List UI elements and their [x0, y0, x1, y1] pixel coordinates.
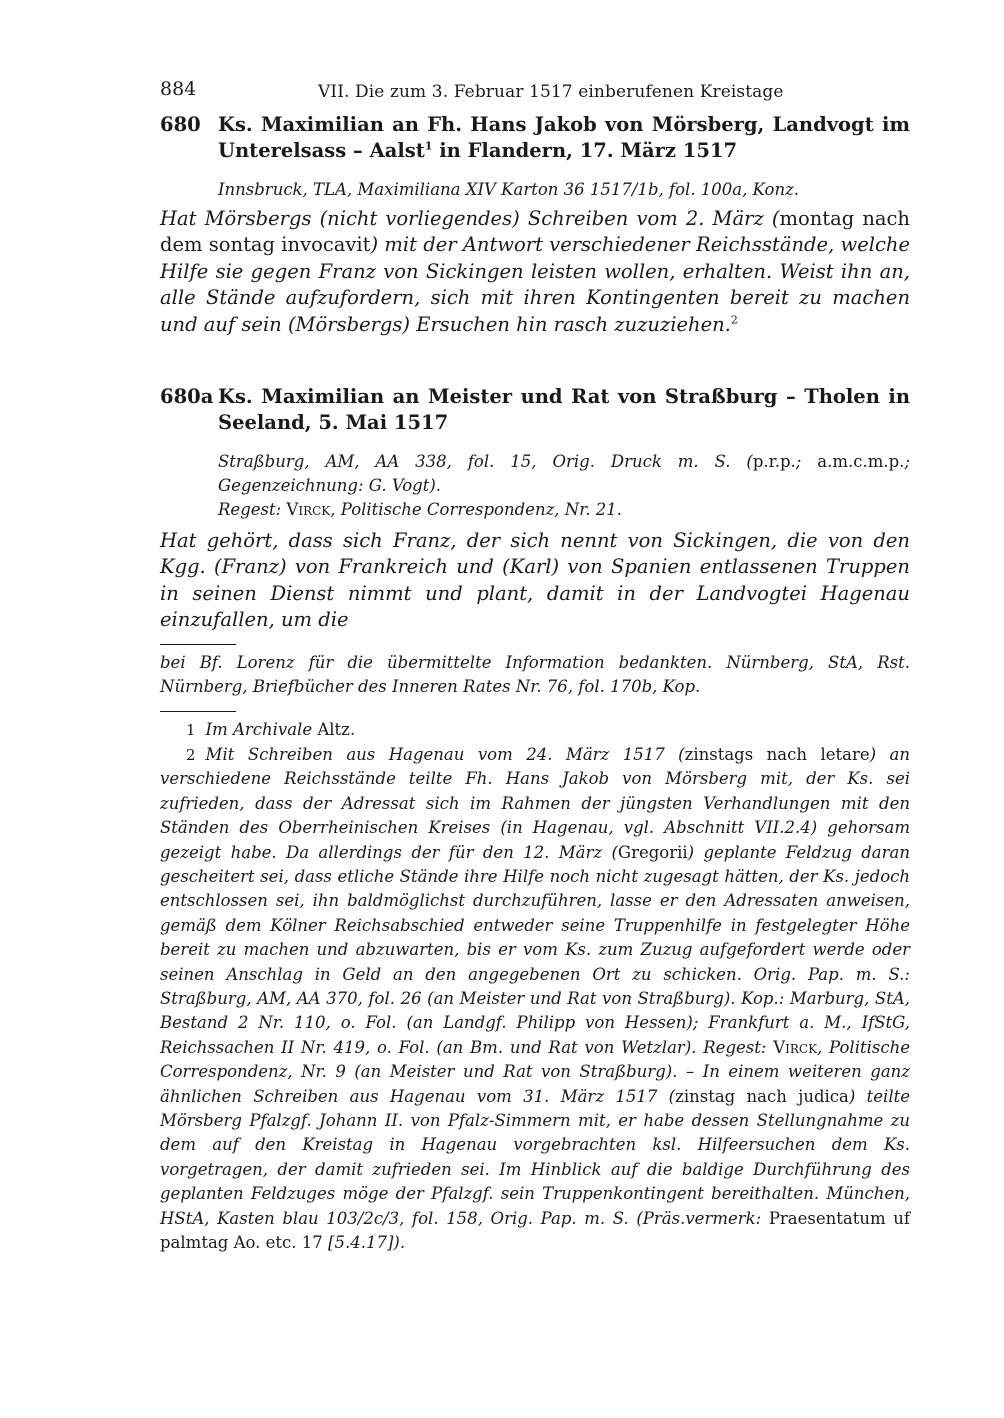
- footnote-divider: [160, 711, 236, 712]
- entry-680a-heading: [160, 384, 910, 436]
- page: [160, 78, 910, 1255]
- footnote-1: 1 Im Archivale Altz.: [186, 720, 356, 740]
- entry-680-source: Innsbruck, TLA, Maximiliana XIV Karton 36 1517/1b, fol. 100a, Konz.: [218, 180, 800, 199]
- footnote-ref[interactable]: 1: [424, 139, 433, 153]
- footnote-mark: 2: [186, 745, 196, 764]
- date-original: montag nach dem sontag invocavit: [160, 207, 910, 257]
- author-name: Virck: [773, 1037, 818, 1057]
- entry-title: Ks. Maximilian an Meister und Rat von Straßburg – Tholen in Seeland, 5. Mai 1517: [218, 385, 910, 435]
- footnote-2: 2 Mit Schreiben aus Hagenau vom 24. März 1517 (zinstags nach letare) an verschiedene Reichsstände teilte Fh. Hans Jakob von Mörsberg mit, der Ks. sei zufrieden, dass der Adressat sich im Rahmen der jüngsten Verhandlungen mit den Ständen des Oberrheinischen Kreises (in Hagenau, vgl. Abschnitt VII.2.4) gehorsam gezeigt habe. Da allerdings der für den 12. März (Gregorii) geplante Feldzug daran gescheitert sei, dass etliche Stände ihre Hilfe noch nicht zugesagt hätten, der Ks. jedoch entschlossen sei, ihn baldmöglichst durchzuführen, lasse er den Adressaten anweisen, gemäß dem Kölner Reichsabschied entweder seine Truppenhilfe in festgelegter Höhe bereit zu machen und abzuwarten, bis er vom Ks. zum Zuzug aufgefordert werde oder seinen Anschlag in Geld an den angegebenen Ort zu schicken. Orig. Pap. m. S.: Straßburg, AM, AA 370, fol. 26 (an Meister und Rat von Straßburg). Kop.: Marburg, StA, Bestand 2 Nr. 110, o. Fol. (an Landgf. Philipp von Hessen); Frankfurt a. M., IfStG, Reichssachen II Nr. 419, o. Fol. (an Bm. und Rat von Wetzlar). Regest: Virck, Politische Correspondenz, Nr. 9 (an Meister und Rat von Straßburg). – In einem weiteren ganz ähnlichen Schreiben aus Hagenau vom 31. März 1517 (zinstag nach judica) teilte Mörsberg Pfalzgf. Johann II. von Pfalz-Simmern mit, er habe dessen Stellungnahme zu dem auf den Kreistag in Hagenau vorgebrachten ksl. Hilfeersuchen dem Ks. vorgetragen, der damit zufrieden sei. Im Hinblick auf die baldige Durchführung des geplanten Feldzuges möge der Pfalzgf. sein Truppenkontingent bereithalten. München, HStA, Kasten blau 103/2c/3, fol. 158, Orig. Pap. m. S. (Präs.vermerk: Praesentatum uf palmtag Ao. etc. 17 [5.4.17]).: [160, 744, 911, 1252]
- carryover-footnote: bei Bf. Lorenz für die übermittelte Information bedankten. Nürnberg, StA, Rst. Nürnberg, Briefbücher des Inneren Rates Nr. 76, fol. 170b, Kop.: [160, 652, 910, 697]
- entry-title: Ks. Maximilian an Fh. Hans Jakob von Mörsberg, Landvogt im Unterelsass – Aalst$^1$ in Flandern, 17. März 1517: [218, 113, 910, 162]
- entry-number: 680: [160, 113, 201, 136]
- entry-680a-regest: Regest: Virck, Politische Correspondenz, Nr. 21.: [218, 500, 622, 520]
- running-head: [160, 78, 910, 108]
- footnote-ref[interactable]: 2: [730, 313, 738, 327]
- page-number: 884: [160, 78, 197, 100]
- entry-680-heading: [160, 112, 910, 164]
- entry-680a-body: Hat gehört, dass sich Franz, der sich nennt von Sickingen, die von den Kgg. (Franz) von Frankreich und (Karl) von Spanien entlassenen Truppen in seinen Dienst nimmt und plant, damit in der Landvogtei Hagenau einzufallen, um die: [160, 529, 910, 632]
- author-name: Virck: [286, 500, 331, 520]
- running-title: VII. Die zum 3. Februar 1517 einberufenen Kreistage: [318, 82, 784, 102]
- footnote-divider: [160, 644, 236, 645]
- footnote-mark: 1: [186, 721, 196, 740]
- entry-680-body: Hat Mörsbergs (nicht vorliegendes) Schreiben vom 2. März (montag nach dem sontag invocavit) mit der Antwort verschiedener Reichsstände, welche Hilfe sie gegen Franz von Sickingen leisten wollen, erhalten. Weist ihn an, alle Stände aufzufordern, sich mit ihren Kontingenten bereit zu machen und auf sein (Mörsbergs) Ersuchen hin rasch zuzuziehen.$^2$: [160, 207, 910, 336]
- entry-number: 680a: [160, 385, 214, 409]
- entry-680a-source: Straßburg, AM, AA 338, fol. 15, Orig. Druck m. S. (p.r.p.; a.m.c.m.p.; Gegenzeichnung: G. Vogt).: [218, 452, 910, 496]
